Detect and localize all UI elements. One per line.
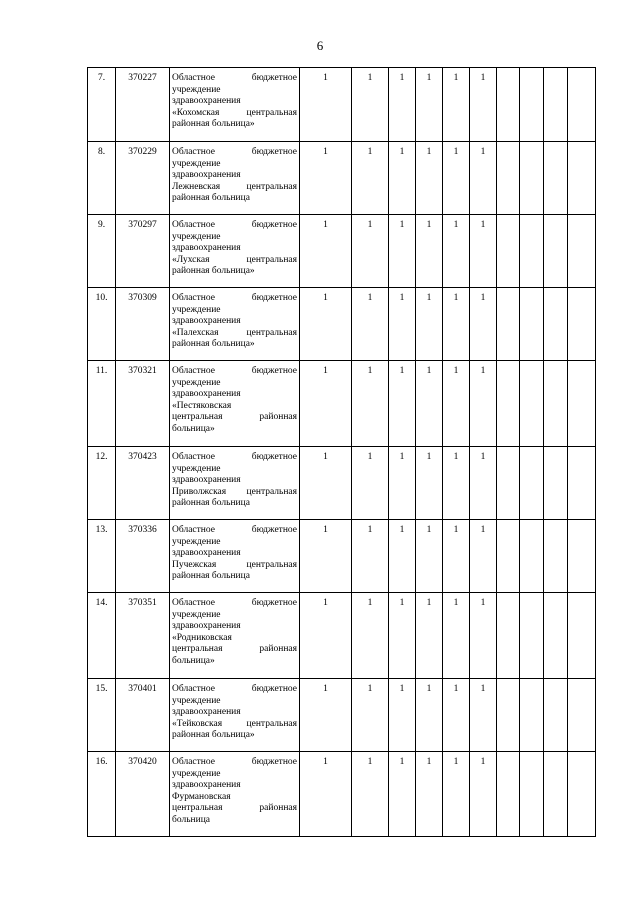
institution-name [170, 520, 300, 593]
row-number: 14. [88, 593, 116, 679]
institution-name-line: здравоохранения [172, 621, 241, 631]
value-cell [568, 288, 596, 361]
institution-name-line: больница [172, 814, 210, 825]
value-cell: 1 [416, 679, 443, 752]
row-number: 11. [88, 361, 116, 447]
institution-name-line: районная больница» [172, 266, 255, 276]
institution-name-line: учреждение [172, 768, 221, 779]
value-cell [497, 288, 520, 361]
value-cell: 1 [389, 520, 416, 593]
row-number: 7. [88, 68, 116, 142]
value-cell: 1 [389, 679, 416, 752]
institution-name-line: здравоохранения [172, 96, 241, 106]
value-cell: 1 [352, 679, 389, 752]
institution-name-line: учреждение [172, 377, 221, 388]
value-cell: 1 [443, 593, 470, 679]
institution-name-line: «Пестяковская [172, 400, 232, 411]
value-cell: 1 [416, 142, 443, 215]
institution-name-line: Областное бюджетное [172, 73, 297, 83]
institution-name [170, 288, 300, 361]
value-cell [544, 520, 568, 593]
value-cell: 1 [416, 361, 443, 447]
institution-name-line: больница» [172, 655, 215, 666]
page-number: 6 [316, 38, 324, 53]
institution-name-line: центральная районная [172, 412, 297, 422]
value-cell [520, 679, 544, 752]
institution-name-line: «Родниковская [172, 632, 232, 643]
institution-name-line: районная больница» [172, 339, 255, 349]
institution-name-line: Областное бюджетное [172, 452, 297, 462]
institution-code: 370351 [116, 593, 170, 679]
institution-name [170, 593, 300, 679]
institution-name-line: центральная районная [172, 803, 297, 813]
value-cell [497, 142, 520, 215]
institution-code: 370420 [116, 752, 170, 837]
institution-name-line: Пучежская центральная [172, 559, 297, 570]
value-cell [568, 215, 596, 288]
value-cell: 1 [470, 447, 497, 520]
value-cell: 1 [352, 288, 389, 361]
value-cell [568, 447, 596, 520]
institution-code: 370227 [116, 68, 170, 142]
registry-table [87, 67, 596, 837]
institution-name-line: «Кохомская центральная [172, 107, 297, 118]
value-cell: 1 [470, 361, 497, 447]
institution-name [170, 68, 300, 142]
value-cell [568, 679, 596, 752]
value-cell [497, 520, 520, 593]
value-cell: 1 [443, 142, 470, 215]
table-row [88, 447, 596, 520]
value-cell [497, 361, 520, 447]
value-cell: 1 [300, 679, 352, 752]
institution-name-line: Областное бюджетное [172, 757, 297, 767]
institution-name-line: Областное бюджетное [172, 598, 297, 608]
row-number: 10. [88, 288, 116, 361]
value-cell [544, 679, 568, 752]
value-cell [568, 752, 596, 837]
value-cell: 1 [470, 215, 497, 288]
table-body [88, 68, 596, 837]
value-cell: 1 [300, 288, 352, 361]
institution-name [170, 361, 300, 447]
value-cell [497, 215, 520, 288]
value-cell: 1 [300, 593, 352, 679]
value-cell: 1 [300, 447, 352, 520]
value-cell: 1 [300, 68, 352, 142]
table-row [88, 752, 596, 837]
institution-name-line: учреждение [172, 609, 221, 620]
value-cell: 1 [352, 447, 389, 520]
value-cell: 1 [352, 142, 389, 215]
institution-name [170, 142, 300, 215]
institution-name [170, 679, 300, 752]
institution-name-line: здравоохранения [172, 389, 241, 399]
institution-name [170, 752, 300, 837]
value-cell [544, 752, 568, 837]
value-cell: 1 [300, 752, 352, 837]
value-cell: 1 [416, 447, 443, 520]
institution-name-line: районная больница» [172, 119, 255, 129]
row-number: 12. [88, 447, 116, 520]
institution-code: 370423 [116, 447, 170, 520]
institution-name-line: здравоохранения [172, 170, 241, 180]
institution-name-line: учреждение [172, 536, 221, 547]
table-row [88, 520, 596, 593]
row-number: 15. [88, 679, 116, 752]
value-cell: 1 [300, 215, 352, 288]
value-cell: 1 [443, 215, 470, 288]
value-cell: 1 [300, 361, 352, 447]
value-cell: 1 [470, 593, 497, 679]
value-cell [544, 288, 568, 361]
table-row [88, 361, 596, 447]
value-cell [544, 142, 568, 215]
value-cell: 1 [443, 679, 470, 752]
institution-name-line: районная больница [172, 498, 250, 508]
institution-name-line: Областное бюджетное [172, 220, 297, 230]
institution-name-line: учреждение [172, 84, 221, 95]
value-cell: 1 [352, 752, 389, 837]
value-cell [497, 593, 520, 679]
row-number: 13. [88, 520, 116, 593]
value-cell [497, 447, 520, 520]
value-cell [497, 679, 520, 752]
value-cell: 1 [389, 288, 416, 361]
institution-name-line: Областное бюджетное [172, 366, 297, 376]
value-cell [544, 361, 568, 447]
institution-code: 370321 [116, 361, 170, 447]
row-number: 8. [88, 142, 116, 215]
table-row [88, 215, 596, 288]
value-cell: 1 [389, 752, 416, 837]
institution-code: 370336 [116, 520, 170, 593]
value-cell: 1 [389, 593, 416, 679]
institution-name-line: здравоохранения [172, 548, 241, 558]
value-cell: 1 [443, 288, 470, 361]
value-cell: 1 [389, 361, 416, 447]
value-cell: 1 [352, 215, 389, 288]
value-cell: 1 [416, 520, 443, 593]
institution-code: 370401 [116, 679, 170, 752]
institution-name [170, 215, 300, 288]
institution-name-line: Областное бюджетное [172, 684, 297, 694]
institution-name-line: районная больница [172, 571, 250, 581]
institution-name-line: Приволжская центральная [172, 486, 297, 497]
value-cell: 1 [470, 68, 497, 142]
value-cell: 1 [470, 142, 497, 215]
institution-name-line: Областное бюджетное [172, 147, 297, 157]
institution-code: 370309 [116, 288, 170, 361]
institution-name [170, 447, 300, 520]
institution-name-line: здравоохранения [172, 475, 241, 485]
value-cell [568, 593, 596, 679]
institution-name-line: Областное бюджетное [172, 293, 297, 303]
institution-name-line: «Лухская центральная [172, 254, 297, 265]
institution-name-line: здравоохранения [172, 243, 241, 253]
value-cell [568, 142, 596, 215]
value-cell [568, 520, 596, 593]
value-cell [520, 361, 544, 447]
institution-name-line: районная больница» [172, 730, 255, 740]
value-cell: 1 [443, 447, 470, 520]
value-cell: 1 [416, 288, 443, 361]
institution-name-line: «Тейковская центральная [172, 718, 297, 729]
value-cell [520, 68, 544, 142]
value-cell: 1 [352, 361, 389, 447]
institution-name-line: Областное бюджетное [172, 525, 297, 535]
table-row [88, 679, 596, 752]
row-number: 16. [88, 752, 116, 837]
value-cell: 1 [416, 752, 443, 837]
institution-name-line: районная больница [172, 193, 250, 203]
institution-name-line: Лежневская центральная [172, 181, 297, 192]
value-cell: 1 [389, 68, 416, 142]
institution-name-line: больница» [172, 423, 215, 434]
institution-name-line: здравоохранения [172, 707, 241, 717]
institution-name-line: центральная районная [172, 644, 297, 654]
value-cell: 1 [300, 520, 352, 593]
table-row [88, 142, 596, 215]
institution-name-line: Фурмановская [172, 791, 231, 802]
value-cell [520, 447, 544, 520]
value-cell: 1 [443, 68, 470, 142]
value-cell: 1 [443, 520, 470, 593]
value-cell [568, 361, 596, 447]
table-row [88, 593, 596, 679]
institution-code: 370229 [116, 142, 170, 215]
value-cell [497, 68, 520, 142]
value-cell: 1 [389, 215, 416, 288]
value-cell [520, 593, 544, 679]
value-cell: 1 [352, 593, 389, 679]
value-cell [544, 68, 568, 142]
value-cell: 1 [443, 361, 470, 447]
value-cell: 1 [416, 68, 443, 142]
row-number: 9. [88, 215, 116, 288]
institution-name-line: учреждение [172, 695, 221, 706]
value-cell [520, 288, 544, 361]
value-cell: 1 [443, 752, 470, 837]
institution-name-line: здравоохранения [172, 780, 241, 790]
value-cell [520, 520, 544, 593]
value-cell [520, 142, 544, 215]
value-cell [497, 752, 520, 837]
value-cell: 1 [352, 520, 389, 593]
institution-name-line: учреждение [172, 304, 221, 315]
value-cell [568, 68, 596, 142]
value-cell [520, 752, 544, 837]
value-cell: 1 [416, 593, 443, 679]
value-cell: 1 [470, 752, 497, 837]
value-cell: 1 [470, 679, 497, 752]
value-cell [544, 593, 568, 679]
value-cell: 1 [416, 215, 443, 288]
table-row [88, 288, 596, 361]
value-cell: 1 [389, 142, 416, 215]
institution-name-line: здравоохранения [172, 316, 241, 326]
table-row [88, 68, 596, 142]
value-cell [520, 215, 544, 288]
value-cell [544, 447, 568, 520]
institution-name-line: учреждение [172, 231, 221, 242]
value-cell: 1 [389, 447, 416, 520]
value-cell: 1 [470, 288, 497, 361]
institution-name-line: учреждение [172, 463, 221, 474]
value-cell: 1 [352, 68, 389, 142]
value-cell: 1 [470, 520, 497, 593]
value-cell: 1 [300, 142, 352, 215]
value-cell [544, 215, 568, 288]
institution-name-line: учреждение [172, 158, 221, 169]
institution-code: 370297 [116, 215, 170, 288]
institution-name-line: «Палехская центральная [172, 327, 297, 338]
